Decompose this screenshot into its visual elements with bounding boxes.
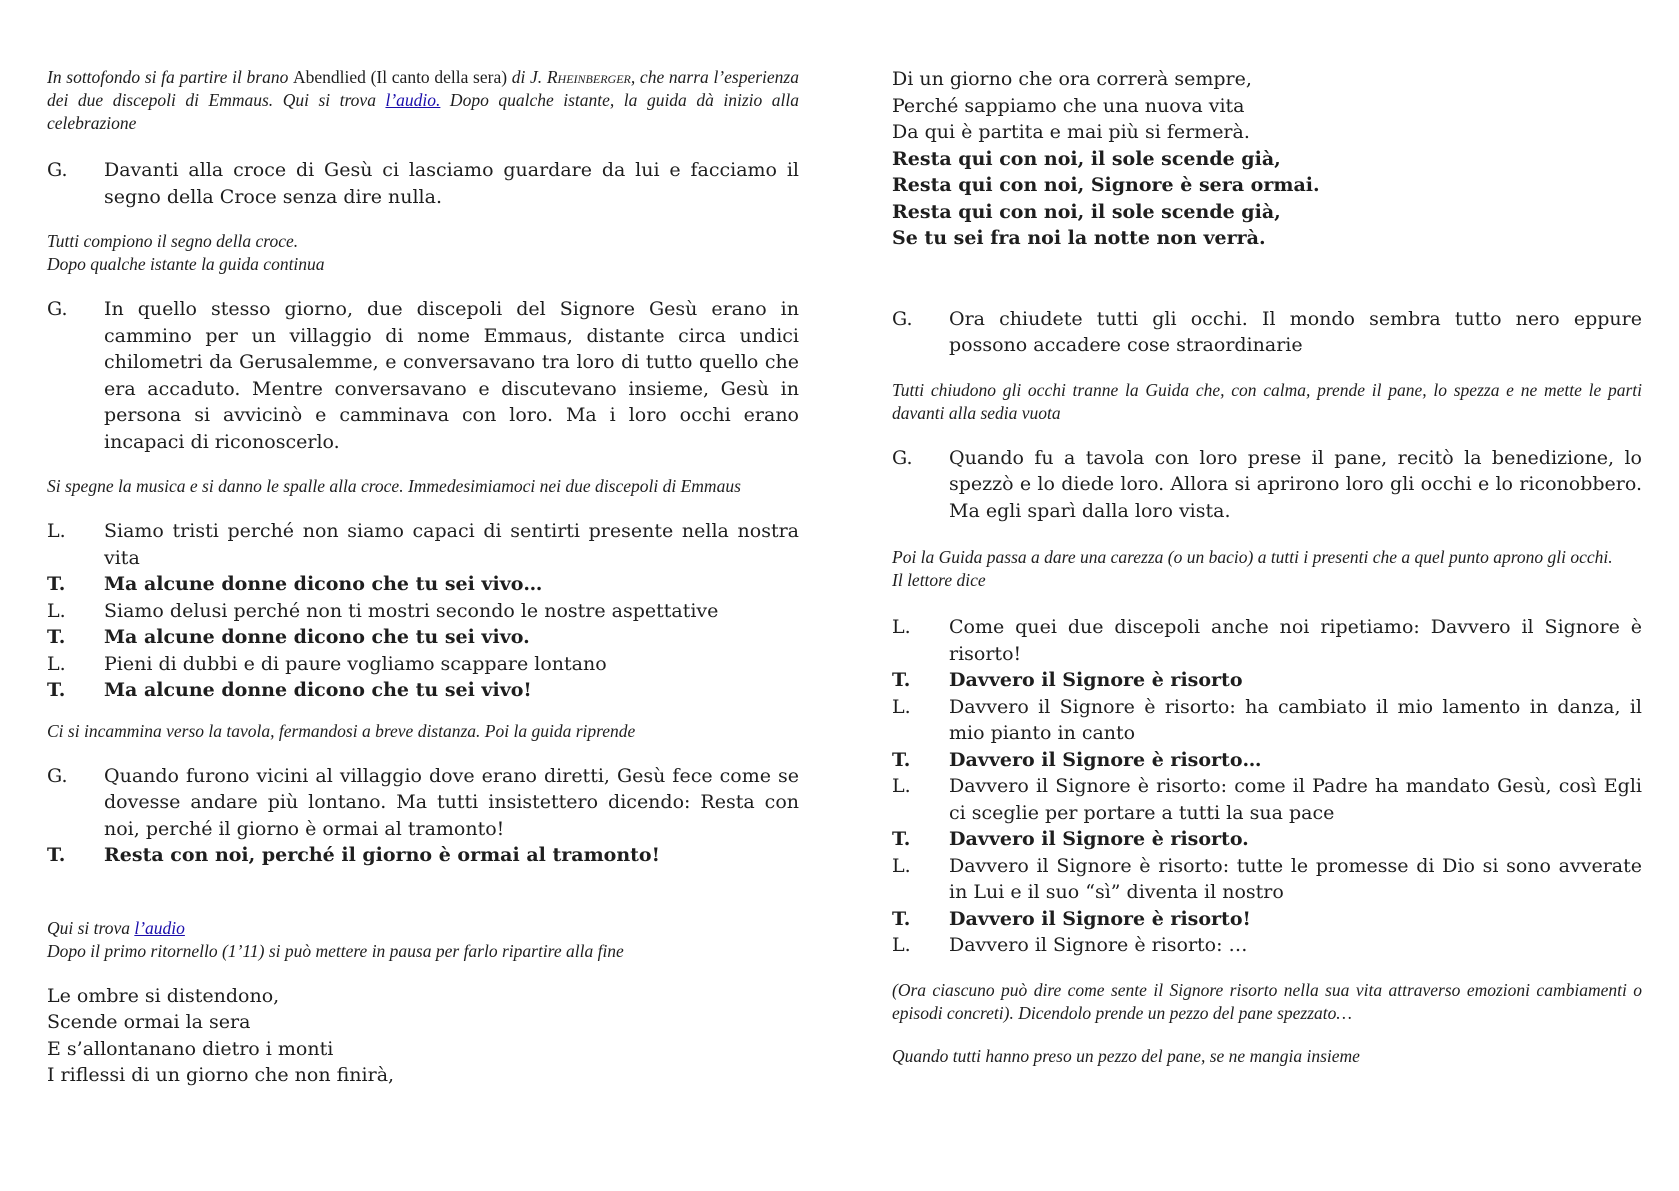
line-text: Ma alcune donne dicono che tu sei vivo. (104, 626, 530, 648)
verse-line: I riflessi di un giorno che non finirà, (47, 1064, 395, 1086)
dialogue-block (892, 614, 1642, 959)
right-column (892, 66, 1642, 1068)
left-column (47, 66, 799, 1089)
speaker-label: T. (47, 626, 66, 648)
line-text: Davvero il Signore è risorto: ha cambiato il mio lamento in danza, il mio pianto in canto (949, 695, 1642, 744)
speaker-label: G. (892, 446, 913, 469)
all-line (47, 842, 799, 869)
speaker-label: L. (892, 775, 911, 797)
audio-link[interactable]: l’audio. (385, 90, 441, 110)
intro-text: In sottofondo si fa partire il brano (47, 67, 294, 87)
line-text: Davvero il Signore è risorto! (949, 907, 1251, 930)
intro-note (47, 66, 799, 135)
line-text: Quando fu a tavola con loro prese il pane, recitò la benedizione, lo spezzò e lo diede loro. Allora si aprirono loro gli occhi e lo riconobbero. Ma egli sparì dalla loro vista. (949, 446, 1642, 522)
verse-line: Le ombre si distendono, (47, 984, 280, 1007)
stage-note (892, 546, 1642, 592)
stage-note: Tutti chiudono gli occhi tranne la Guida che, con calma, prende il pane, lo spezza e ne mette le parti davanti alla sedia vuota (892, 379, 1642, 423)
song-refrain (892, 146, 1642, 252)
audio-link[interactable]: l’audio (134, 917, 185, 938)
note-line: Dopo qualche istante la guida continua (47, 254, 325, 274)
line-text: Davanti alla croce di Gesù ci lasciamo guardare da lui e facciamo il segno della Croce senza dire nulla. (104, 159, 799, 208)
line-text: Davvero il Signore è risorto: … (949, 934, 1248, 956)
speaker-label: L. (892, 695, 911, 718)
line-text: Ma alcune donne dicono che tu sei vivo! (104, 679, 532, 701)
dialogue-row (892, 614, 1642, 667)
dialogue-row (892, 932, 1642, 959)
speaker-label: T. (892, 828, 911, 850)
stage-note: (Ora ciascuno può dire come sente il Signore risorto nella sua vita attraverso emozioni cambiamenti o episodi concreti). Dicendolo prende un pezzo del pane spezzato… (892, 979, 1642, 1023)
guide-line (47, 763, 799, 843)
dialogue-row (47, 651, 799, 678)
line-text: Come quei due discepoli anche noi ripetiamo: Davvero il Signore è risorto! (949, 616, 1642, 665)
speaker-label: L. (47, 599, 66, 622)
line-text: Resta con noi, perché il giorno è ormai al tramonto! (104, 844, 660, 866)
speaker-label: G. (47, 159, 68, 181)
line-text: Ora chiudete tutti gli occhi. Il mondo sembra tutto nero eppure possono accadere cose straordinarie (949, 307, 1642, 356)
speaker-label: T. (892, 907, 911, 930)
song-title: Abendlied (Il canto della sera) (293, 67, 508, 87)
dialogue-row (892, 694, 1642, 747)
intro-text: di J. (507, 67, 547, 87)
line-text: Pieni di dubbi e di paure vogliamo scappare lontano (104, 652, 607, 675)
line-text: Siamo delusi perché non ti mostri secondo le nostre aspettative (104, 599, 719, 622)
note-line: Il lettore dice (892, 570, 986, 590)
speaker-label: T. (892, 748, 911, 771)
speaker-label: L. (47, 520, 66, 542)
verse-line: Di un giorno che ora correrà sempre, (892, 68, 1252, 90)
refrain-line: Resta qui con noi, il sole scende già, (892, 147, 1281, 170)
song-verse (47, 983, 799, 1089)
refrain-line: Resta qui con noi, Signore è sera ormai. (892, 174, 1320, 196)
song-verse (892, 66, 1642, 146)
dialogue-row (892, 667, 1642, 694)
stage-note: Quando tutti hanno preso un pezzo del pane, se ne mangia insieme (892, 1045, 1360, 1066)
guide-line (47, 296, 799, 455)
dialogue-row (892, 773, 1642, 826)
dialogue-row (892, 906, 1642, 933)
speaker-label: G. (892, 307, 913, 330)
verse-line: Da qui è partita e mai più si fermerà. (892, 121, 1250, 143)
speaker-label: T. (47, 573, 66, 595)
verse-line: E s’allontanano dietro i monti (47, 1037, 334, 1060)
dialogue-block (47, 518, 799, 704)
refrain-line: Se tu sei fra noi la notte non verrà. (892, 227, 1266, 249)
line-text: Davvero il Signore è risorto (949, 669, 1243, 691)
verse-line: Perché sappiamo che una nuova vita (892, 94, 1245, 117)
stage-note (47, 230, 799, 276)
composer-name: Rheinberger (546, 67, 631, 87)
dialogue-row (892, 747, 1642, 774)
line-text: Davvero il Signore è risorto: tutte le promesse di Dio si sono avverate in Lui e il suo “sì” diventa il nostro (949, 854, 1642, 903)
note-line: Tutti compiono il segno della croce. (47, 231, 299, 251)
speaker-label: T. (47, 844, 66, 866)
speaker-label: L. (892, 854, 911, 877)
line-text: Davvero il Signore è risorto. (949, 828, 1249, 850)
line-text: Siamo tristi perché non siamo capaci di sentirti presente nella nostra vita (104, 520, 799, 569)
dialogue-row (892, 853, 1642, 906)
line-text: Quando furono vicini al villaggio dove erano diretti, Gesù fece come se dovesse andare più lontano. Ma tutti insistettero dicendo: Resta con noi, perché il giorno è ormai al tramonto! (104, 764, 799, 840)
dialogue-row (47, 518, 799, 571)
dialogue-row (47, 624, 799, 651)
speaker-label: G. (47, 298, 68, 320)
speaker-label: L. (47, 652, 66, 675)
note-text: Qui si trova (47, 917, 135, 938)
line-text: Davvero il Signore è risorto: come il Padre ha mandato Gesù, così Egli ci sceglie per portare a tutti la sua pace (949, 775, 1642, 824)
guide-line (892, 445, 1642, 525)
audio-note (47, 917, 799, 963)
speaker-label: L. (892, 934, 911, 956)
speaker-label: T. (47, 679, 66, 701)
note-line: Poi la Guida passa a dare una carezza (o un bacio) a tutti i presenti che a quel punto aprono gli occhi. (892, 547, 1613, 567)
stage-note: Ci si incammina verso la tavola, fermandosi a breve distanza. Poi la guida riprende (47, 720, 636, 741)
line-text: In quello stesso giorno, due discepoli del Signore Gesù erano in cammino per un villaggio di nome Emmaus, distante circa undici chilometri da Gerusalemme, e conversavano tra loro di tutto quello che era accaduto. Mentre conversavano e discutevano insieme, Gesù in persona si avvicinò e camminava con loro. Ma i loro occhi erano incapaci di riconoscerlo. (104, 298, 799, 453)
dialogue-row (47, 677, 799, 704)
guide-line (47, 157, 799, 210)
note-line: Dopo il primo ritornello (1’11) si può mettere in pausa per farlo ripartire alla fine (47, 940, 624, 961)
guide-line (892, 306, 1642, 359)
line-text: Davvero il Signore è risorto… (949, 748, 1262, 771)
speaker-label: G. (47, 764, 68, 787)
speaker-label: T. (892, 669, 911, 691)
line-text: Ma alcune donne dicono che tu sei vivo… (104, 573, 543, 595)
speaker-label: L. (892, 616, 911, 638)
dialogue-row (47, 598, 799, 625)
refrain-line: Resta qui con noi, il sole scende già, (892, 200, 1281, 223)
dialogue-row (892, 826, 1642, 853)
stage-note: Si spegne la musica e si danno le spalle alla croce. Immedesimiamoci nei due discepoli di Emmaus (47, 476, 741, 496)
verse-line: Scende ormai la sera (47, 1011, 251, 1033)
intro-text: , che narra l’esperienza dei due discepoli di Emmaus. Qui si trova (47, 67, 799, 110)
intro-text: Dopo qualche istante, la guida dà inizio alla celebrazione (47, 90, 799, 133)
dialogue-row (47, 571, 799, 598)
